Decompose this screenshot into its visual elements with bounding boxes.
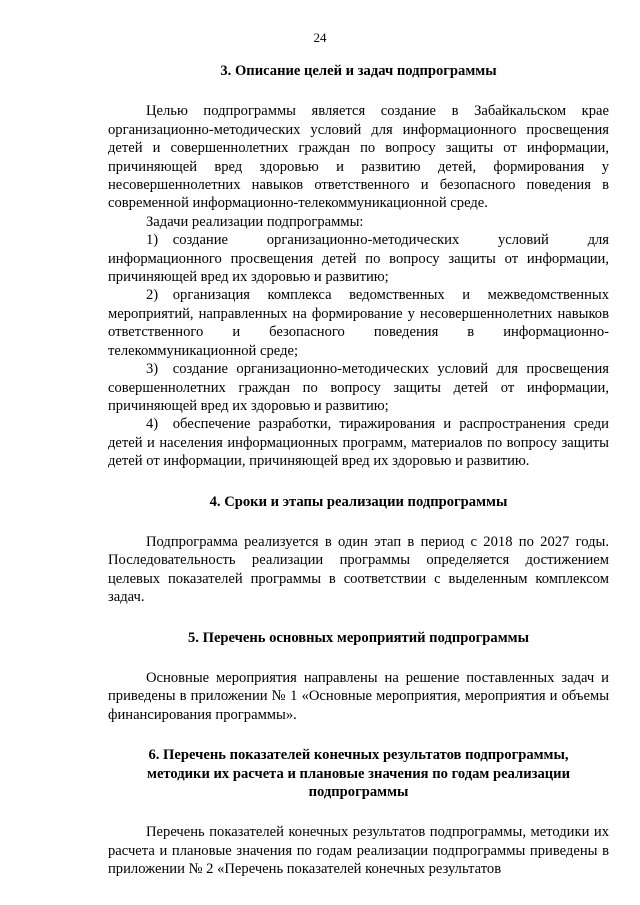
section-4-text: Подпрограмма реализуется в один этап в период с 2018 по 2027 годы. Последовательность реализации программы определяется достижением целевых показателей программы в соответствии с выделенным комплексом задач.	[108, 533, 609, 606]
page-number: 24	[313, 30, 327, 45]
section-6-heading	[108, 746, 609, 801]
section-3-tasks-intro: Задачи реализации подпрограммы:	[146, 213, 364, 230]
task-item-3: 3) создание организационно-методических условий для просвещения совершеннолетних граждан по вопросу защиты детей от информации, причиняющей вред их здоровью и развитию;	[108, 361, 609, 414]
section-6-heading-line-2: методики их расчета и плановые значения по годам реализации	[147, 765, 570, 782]
section-3-goal: Целью подпрограммы является создание в Забайкальском крае организационно-методических условий для информационного просвещения детей и совершеннолетних граждан по вопросу защиты от информации, причиняющей вред здоровью и развитию детей, формирования у несовершеннолетних навыков ответственного и безопасного поведения в современной информационно-телекоммуникационной среде.	[108, 103, 609, 212]
task-item-4: 4) обеспечение разработки, тиражирования и распространения среди детей и населения информационных программ, материалов по вопросу защиты детей от информации, причиняющей вред их здоровью и развитию.	[108, 416, 609, 470]
section-6-heading-line-1: 6. Перечень показателей конечных результатов подпрограммы,	[148, 747, 569, 764]
section-6-heading-line-3: подпрограммы	[308, 784, 409, 800]
page-content	[108, 62, 609, 879]
task-item-2: 2) организация комплекса ведомственных и межведомственных мероприятий, направленных на формирование у несовершеннолетних навыков ответственного и безопасного поведения в информационно-телекоммуникационной среде;	[108, 287, 609, 359]
task-item-1: 1) создание организационно-методических условий для информационного просвещения детей по вопросу защиты от информации, причиняющей вред их здоровью и развитию;	[108, 232, 609, 286]
section-3-heading: 3. Описание целей и задач подпрограммы	[220, 63, 497, 79]
section-5-heading: 5. Перечень основных мероприятий подпрограммы	[188, 629, 529, 646]
section-4-heading: 4. Сроки и этапы реализации подпрограммы	[209, 493, 508, 510]
section-6-text: Перечень показателей конечных результатов подпрограммы, методики их расчета и плановые значения по годам реализации подпрограммы приведены в приложении № 2 «Перечень показателей конечных результатов	[108, 824, 609, 878]
section-5-text: Основные мероприятия направлены на решение поставленных задач и приведены в приложении № 1 «Основные мероприятия, мероприятия и объемы финансирования программы».	[108, 669, 609, 723]
